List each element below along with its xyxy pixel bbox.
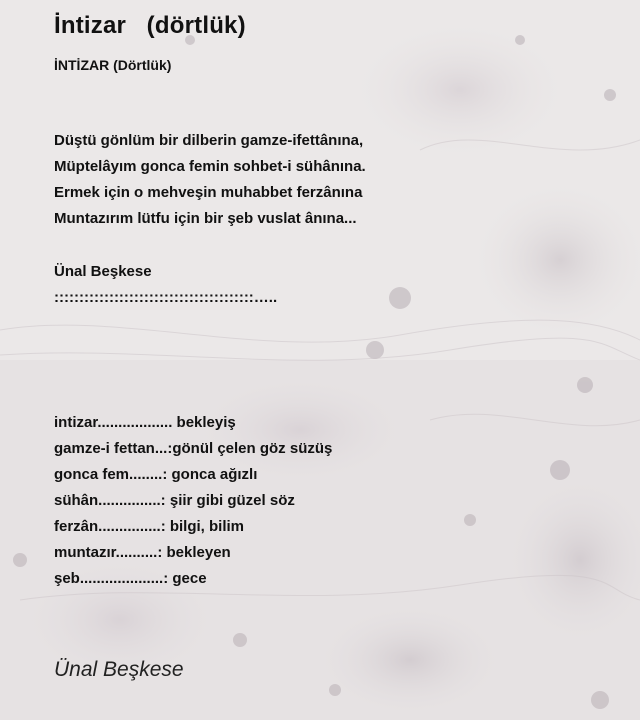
glossary-entry: muntazır..........: bekleyen xyxy=(54,544,231,561)
poem-subtitle: İNTİZAR (Dörtlük) xyxy=(54,57,172,73)
glossary-entry: gamze-i fettan...:gönül çelen göz süzüş xyxy=(54,440,333,457)
poem-body xyxy=(54,128,366,232)
glossary xyxy=(54,410,332,592)
signature: Ünal Beşkese xyxy=(54,658,184,681)
poem-line: Düştü gönlüm bir dilberin gamze-ifettânına, xyxy=(54,132,364,149)
poem-line: Müptelâyım gonca femin sohbet-i sühânına. xyxy=(54,158,366,175)
author-block xyxy=(54,259,277,311)
glossary-entry: ferzân...............: bilgi, bilim xyxy=(54,518,245,535)
glossary-entry: sühân...............: şiir gibi güzel söz xyxy=(54,492,295,509)
author-name: Ünal Beşkese xyxy=(54,263,152,280)
poem-line: Muntazırım lütfu için bir şeb vuslat ânına... xyxy=(54,210,357,227)
page-title: İntizar (dörtlük) xyxy=(54,12,246,39)
poem-line: Ermek için o mehveşin muhabbet ferzânına xyxy=(54,184,363,201)
glossary-entry: gonca fem........: gonca ağızlı xyxy=(54,466,258,483)
separator-line: ::::::::::::::::::::::::::::::::::::::::….. xyxy=(54,289,278,306)
glossary-entry: intizar.................. bekleyiş xyxy=(54,414,236,431)
glossary-entry: şeb....................: gece xyxy=(54,570,207,587)
